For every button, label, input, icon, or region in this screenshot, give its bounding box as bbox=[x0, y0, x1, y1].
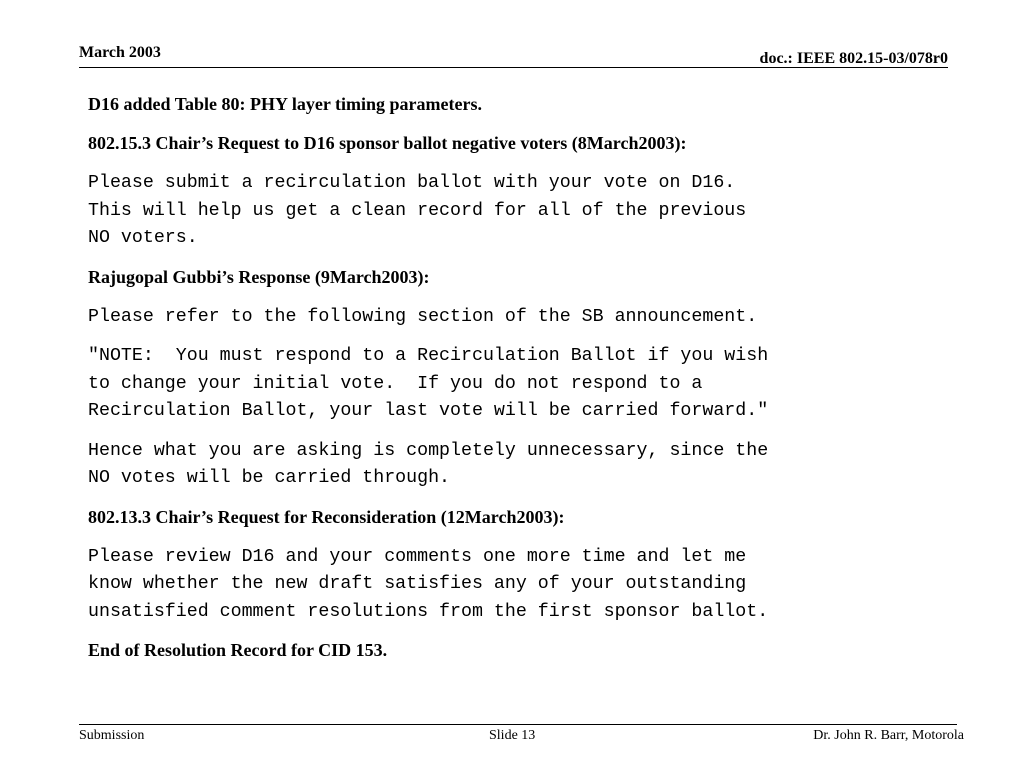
footer-author: Dr. John R. Barr, Motorola bbox=[813, 728, 964, 743]
paragraph-note-quote: "NOTE: You must respond to a Recirculation Ballot if you wish to change your initial vote. If you do not respond to a Recirculation Ballot, your last vote will be carried forward." bbox=[88, 346, 769, 421]
footer-submission: Submission bbox=[79, 728, 145, 743]
heading-reconsideration: 802.13.3 Chair’s Request for Reconsideration (12March2003): bbox=[88, 506, 565, 527]
header-divider bbox=[79, 67, 948, 68]
footer-divider bbox=[79, 724, 957, 725]
paragraph-unnecessary: Hence what you are asking is completely unnecessary, since the NO votes will be carried through. bbox=[88, 440, 769, 488]
header-date: March 2003 bbox=[79, 44, 161, 61]
paragraph-recirculation-request: Please submit a recirculation ballot with your vote on D16. This will help us get a clean record for all of the previous NO voters. bbox=[88, 173, 747, 248]
heading-end-record: End of Resolution Record for CID 153. bbox=[88, 640, 388, 660]
paragraph-refer-announcement: Please refer to the following section of the SB announcement. bbox=[88, 306, 758, 327]
heading-table-80: D16 added Table 80: PHY layer timing parameters. bbox=[88, 94, 482, 114]
heading-gubbi-response: Rajugopal Gubbi’s Response (9March2003): bbox=[88, 266, 430, 287]
heading-chair-request: 802.15.3 Chair’s Request to D16 sponsor ballot negative voters (8March2003): bbox=[88, 133, 687, 153]
paragraph-review-d16: Please review D16 and your comments one more time and let me know whether the new draft satisfies any of your outstanding unsatisfied comment resolutions from the first sponsor ballot. bbox=[88, 546, 769, 622]
slide-body bbox=[88, 92, 968, 677]
footer-slide-number: Slide 13 bbox=[489, 728, 536, 743]
header-doc-id: doc.: IEEE 802.15-03/078r0 bbox=[759, 50, 948, 67]
